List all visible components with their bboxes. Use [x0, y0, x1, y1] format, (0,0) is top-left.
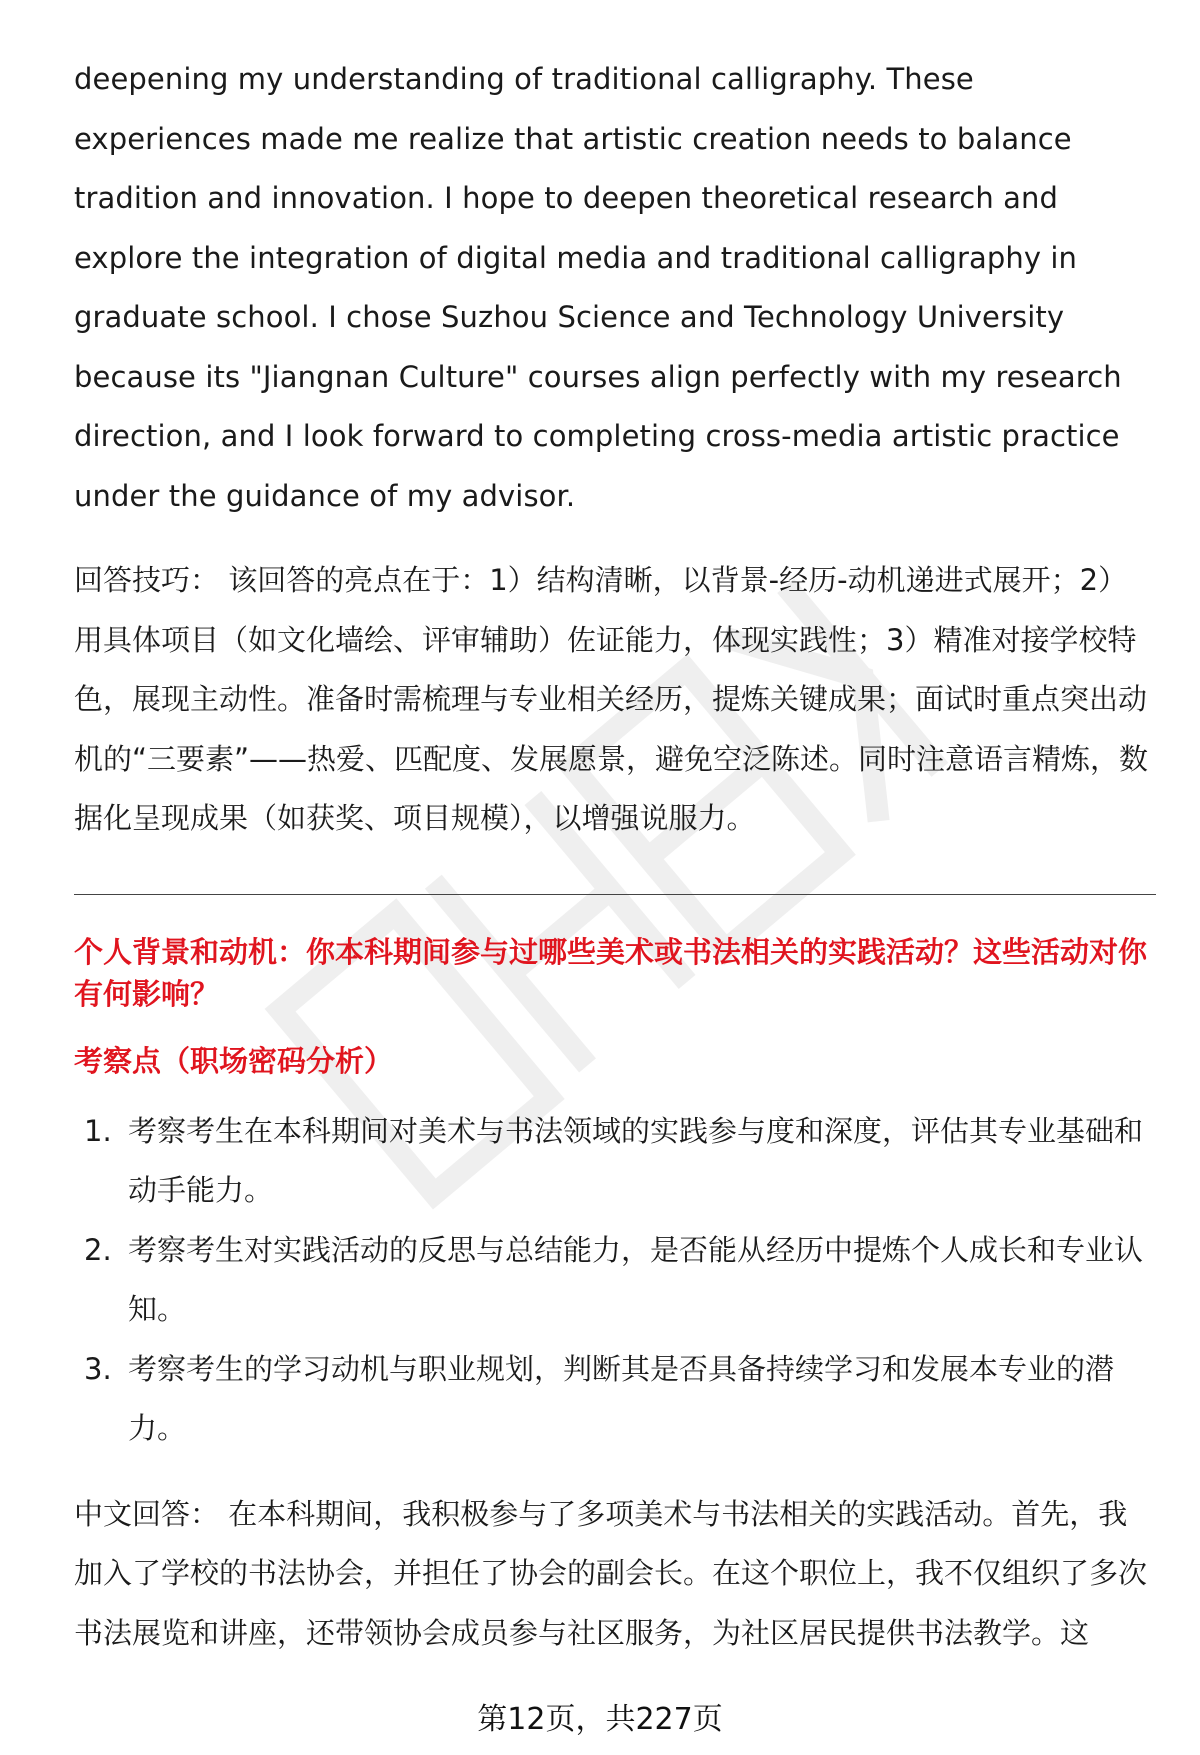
analysis-heading: 考察点（职场密码分析）: [74, 1043, 394, 1078]
page-footer: 第12页，共227页: [477, 1702, 723, 1737]
analysis-point: [74, 1102, 1154, 1221]
point-text: 考察考生在本科期间对美术与书法领域的实践参与度和深度，评估其专业基础和动手能力。: [128, 1113, 1144, 1207]
point-number: 1.: [84, 1113, 112, 1148]
main-content: [74, 50, 1154, 1663]
analysis-point: [74, 1221, 1154, 1340]
tips-text: 该回答的亮点在于：1）结构清晰，以背景-经历-动机递进式展开；2）用具体项目（如文化墙绘、评审辅助）佐证能力，体现实践性；3）精准对接学校特色，展现主动性。准备时需梳理与专业相关经历，提炼关键成果；面试时重点突出动机的“三要素”——热爱、匹配度、发展愿景，避免空泛陈述。同时注意语言精炼，数据化呈现成果（如获奖、项目规模），以增强说服力。: [74, 563, 1149, 835]
point-text: 考察考生对实践活动的反思与总结能力，是否能从经历中提炼个人成长和专业认知。: [128, 1232, 1144, 1326]
tips-label: 回答技巧：: [74, 563, 220, 597]
question-heading: 个人背景和动机：你本科期间参与过哪些美术或书法相关的实践活动？这些活动对你有何影响？: [74, 934, 1148, 1011]
point-number: 3.: [84, 1351, 112, 1386]
answer-text: 在本科期间，我积极参与了多项美术与书法相关的实践活动。首先，我加入了学校的书法协会，并担任了协会的副会长。在这个职位上，我不仅组织了多次书法展览和讲座，还带领协会成员参与社区服务，为社区居民提供书法教学。这: [74, 1496, 1148, 1650]
point-number: 2.: [84, 1232, 112, 1267]
analysis-points: [74, 1102, 1154, 1459]
answer-label: 中文回答：: [74, 1496, 220, 1531]
point-text: 考察考生的学习动机与职业规划，判断其是否具备持续学习和发展本专业的潜力。: [128, 1351, 1115, 1445]
chinese-answer: [74, 1485, 1154, 1664]
answer-tips: [74, 551, 1154, 849]
intro-paragraph: deepening my understanding of traditional calligraphy. These experiences made me realize that artistic creation needs to balance tradition and innovation. I hope to deepen theoretical research and explore the integration of digital media and traditional calligraphy in graduate school. I chose Suzhou Science and Technology University because its "Jiangnan Culture" courses align perfectly with my research direction, and I look forward to completing cross-media artistic practice under the guidance of my advisor.: [74, 62, 1122, 513]
analysis-point: [74, 1340, 1154, 1459]
section-divider: [74, 894, 1156, 895]
